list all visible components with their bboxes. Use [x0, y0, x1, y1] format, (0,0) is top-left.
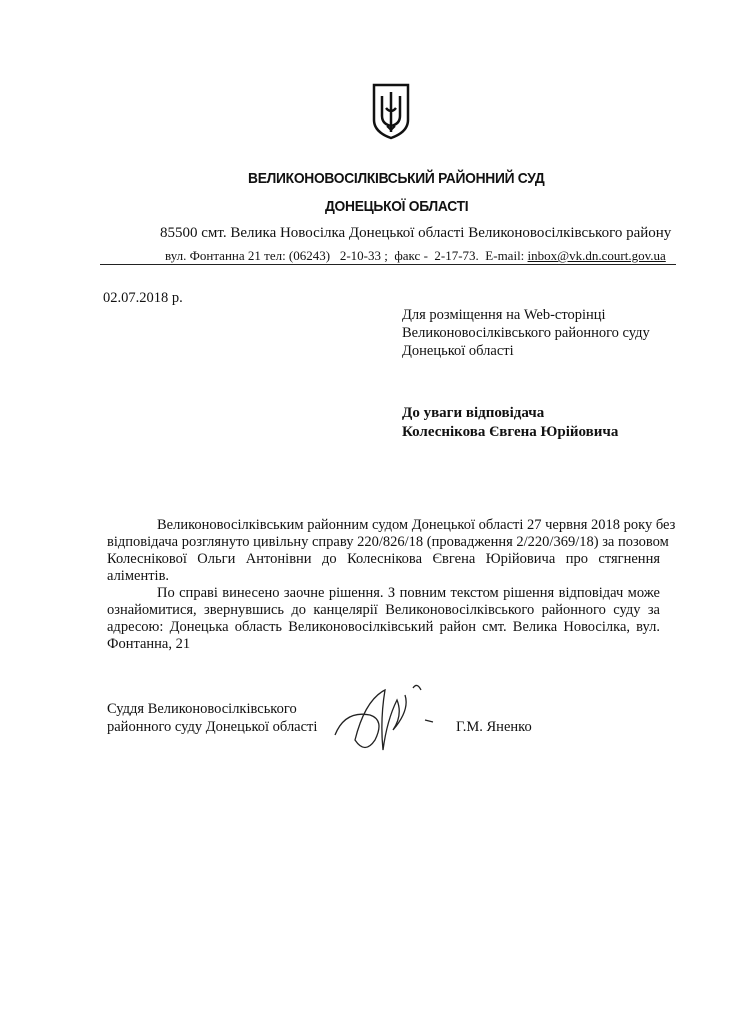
- judge-position-line: Суддя Великоновосілківського: [107, 701, 297, 717]
- judge-position-line: районного суду Донецької області: [107, 719, 318, 735]
- body-paragraph-2: [107, 585, 660, 653]
- court-name-line2: ДОНЕЦЬКОЇ ОБЛАСТІ: [325, 198, 469, 215]
- coat-of-arms-icon: [371, 82, 411, 140]
- body-line: Фонтанна, 21: [107, 636, 191, 652]
- signature-position: [107, 700, 317, 736]
- document-date: 02.07.2018 р.: [103, 290, 183, 306]
- email-link[interactable]: inbox@vk.dn.court.gov.ua: [527, 248, 666, 263]
- placement-line: Великоновосілківського районного суду: [402, 325, 650, 341]
- body-line: адресою: Донецька область Великоновосілківський район смт. Велика Новосілка, вул.: [107, 619, 660, 635]
- header-divider: [100, 264, 676, 265]
- handwritten-signature: [325, 680, 445, 765]
- body-paragraph-1: [107, 517, 676, 585]
- placement-block: [402, 306, 650, 360]
- court-name-line1: ВЕЛИКОНОВОСІЛКІВСЬКИЙ РАЙОННИЙ СУД: [248, 170, 545, 187]
- body-line: відповідача розглянуто цивільну справу 220/826/18 (провадження 2/220/369/18) за позовом: [107, 534, 669, 550]
- body-line: Колеснікової Ольги Антонівни до Колеснікова Євгена Юрійовича про стягнення: [107, 551, 660, 567]
- body-line: Великоновосілківським районним судом Донецької області 27 червня 2018 року без: [157, 517, 676, 533]
- placement-line: Донецької області: [402, 343, 514, 359]
- body-line: По справі винесено заочне рішення. З повним текстом рішення відповідач може: [157, 585, 660, 601]
- placement-line: Для розміщення на Web-сторінці: [402, 307, 606, 323]
- body-line: аліментів.: [107, 568, 170, 584]
- respondent-name: Колеснікова Євгена Юрійовича: [402, 424, 619, 440]
- attention-line: До уваги відповідача: [402, 405, 545, 421]
- court-contacts: [165, 248, 666, 264]
- contacts-text: вул. Фонтанна 21 тел: (06243) 2-10-33 ; факс - 2-17-73. E-mail:: [165, 248, 528, 263]
- body-line: ознайомитися, звернувшись до канцелярії Великоновосілківського районного суду за: [107, 602, 660, 618]
- judge-name: Г.М. Яненко: [456, 719, 532, 735]
- court-address: 85500 смт. Велика Новосілка Донецької області Великоновосілківського району: [160, 225, 672, 241]
- attention-block: [402, 404, 618, 442]
